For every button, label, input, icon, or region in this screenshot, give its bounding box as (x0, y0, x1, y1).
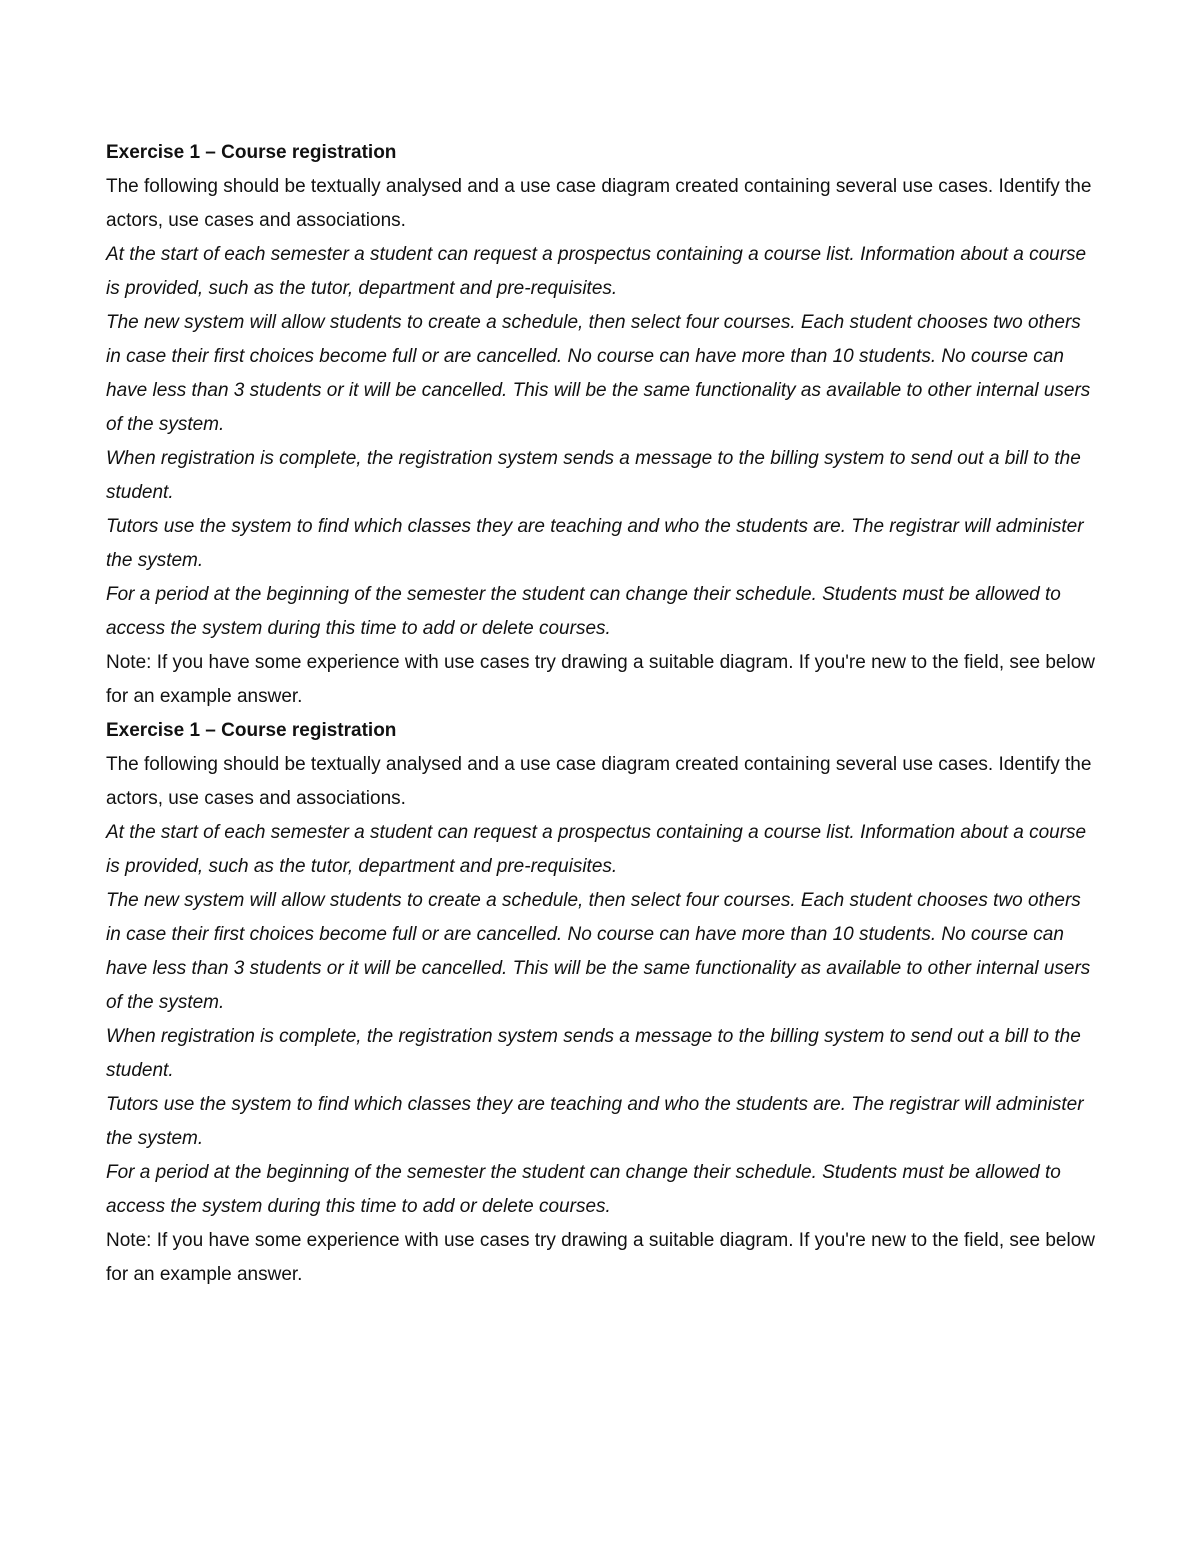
scenario-paragraph: At the start of each semester a student can request a prospectus containing a course list. Information about a course is provided, such as the tutor, department and pre-requisites. (106, 244, 1087, 299)
exercise-heading: Exercise 1 – Course registration (106, 142, 397, 163)
exercise-section-2 (106, 714, 1100, 1292)
scenario-paragraph: At the start of each semester a student can request a prospectus containing a course list. Information about a course is provided, such as the tutor, department and pre-requisites. (106, 822, 1087, 877)
scenario-paragraph: The new system will allow students to create a schedule, then select four courses. Each student chooses two others in case their first choices become full or are cancelled. No course can have more than 10 students. No course can have less than 3 students or it will be cancelled. This will be the same functionality as available to other internal users of the system. (106, 890, 1091, 1013)
scenario-paragraph: For a period at the beginning of the semester the student can change their schedule. Students must be allowed to access the system during this time to add or delete courses. (106, 1162, 1061, 1217)
exercise-note: Note: If you have some experience with use cases try drawing a suitable diagram. If you're new to the field, see below for an example answer. (106, 652, 1095, 707)
document-page (106, 136, 1100, 1292)
scenario-paragraph: For a period at the beginning of the semester the student can change their schedule. Students must be allowed to access the system during this time to add or delete courses. (106, 584, 1061, 639)
exercise-intro: The following should be textually analysed and a use case diagram created containing several use cases. Identify the actors, use cases and associations. (106, 176, 1092, 231)
scenario-paragraph: When registration is complete, the registration system sends a message to the billing system to send out a bill to the student. (106, 448, 1081, 503)
exercise-section-1 (106, 136, 1100, 714)
scenario-paragraph: Tutors use the system to find which classes they are teaching and who the students are. The registrar will administer the system. (106, 516, 1084, 571)
scenario-paragraph: When registration is complete, the registration system sends a message to the billing system to send out a bill to the student. (106, 1026, 1081, 1081)
scenario-paragraph: The new system will allow students to create a schedule, then select four courses. Each student chooses two others in case their first choices become full or are cancelled. No course can have more than 10 students. No course can have less than 3 students or it will be cancelled. This will be the same functionality as available to other internal users of the system. (106, 312, 1091, 435)
exercise-note: Note: If you have some experience with use cases try drawing a suitable diagram. If you're new to the field, see below for an example answer. (106, 1230, 1095, 1285)
scenario-paragraph: Tutors use the system to find which classes they are teaching and who the students are. The registrar will administer the system. (106, 1094, 1084, 1149)
exercise-heading: Exercise 1 – Course registration (106, 720, 397, 741)
exercise-intro: The following should be textually analysed and a use case diagram created containing several use cases. Identify the actors, use cases and associations. (106, 754, 1092, 809)
